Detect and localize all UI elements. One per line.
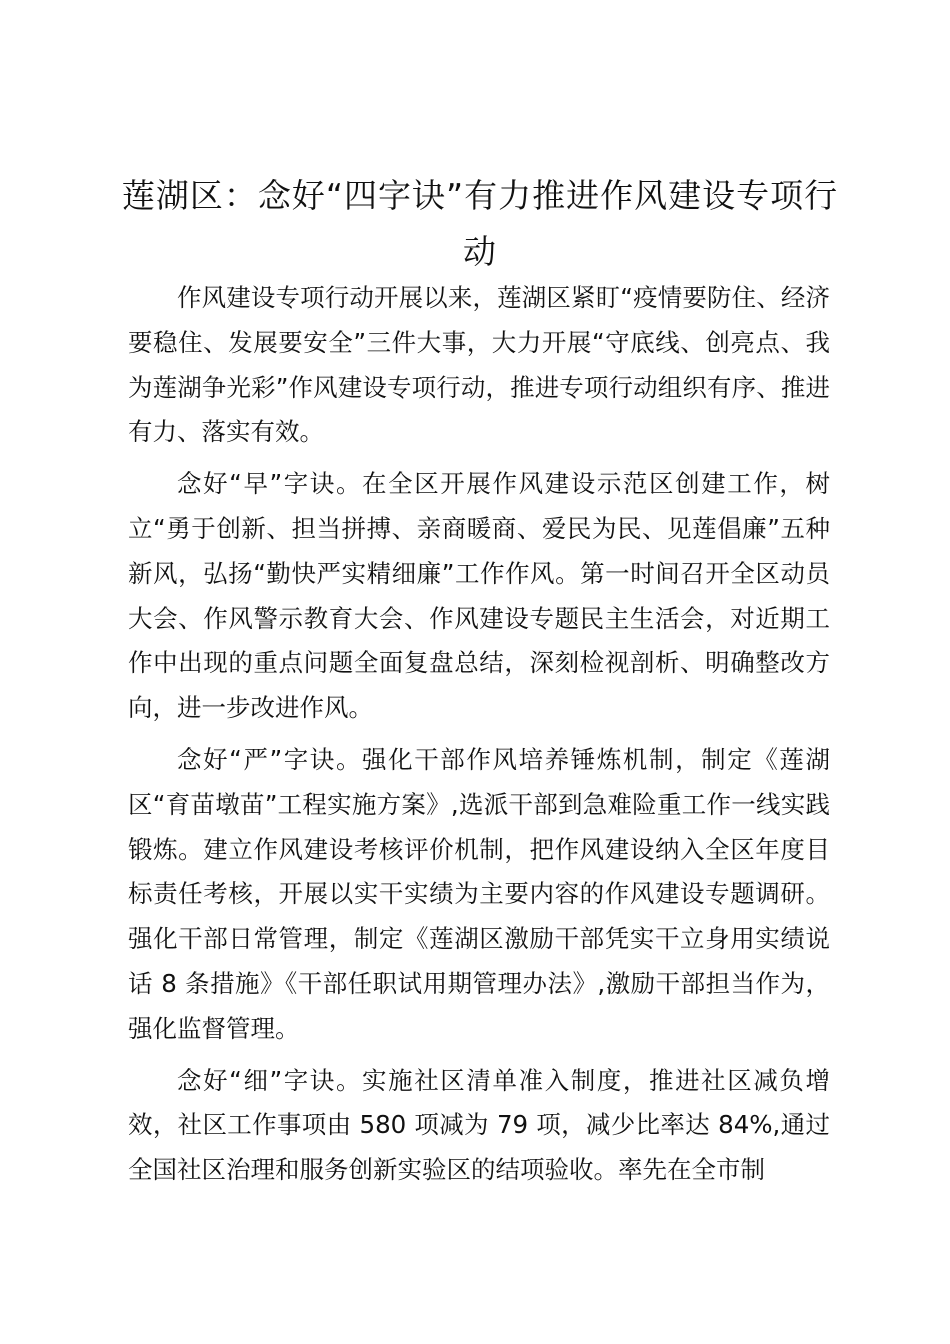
paragraph-early: 念好“早”字诀。在全区开展作风建设示范区创建工作，树立“勇于创新、担当拼搏、亲商暖商、爱民为民、见莲倡廉”五种新风，弘扬“勤快严实精细廉”工作作风。第一时间召开全区动员大会、作风警示教育大会、作风建设专题民主生活会，对近期工作中出现的重点问题全面复盘总结，深刻检视剖析、明确整改方向，进一步改进作风。 — [128, 469, 830, 723]
paragraph-intro: 作风建设专项行动开展以来，莲湖区紧盯“疫情要防住、经济要稳住、发展要安全”三件大事，大力开展“守底线、创亮点、我为莲湖争光彩”作风建设专项行动，推进专项行动组织有序、推进有力、落实有效。 — [128, 283, 830, 447]
paragraph-strict: 念好“严”字诀。强化干部作风培养锤炼机制，制定《莲湖区“育苗墩苗”工程实施方案》,选派干部到急难险重工作一线实践锻炼。建立作风建设考核评价机制，把作风建设纳入全区年度目标责任考核，开展以实干实绩为主要内容的作风建设专题调研。强化干部日常管理，制定《莲湖区激励干部凭实干立身用实绩说话 8 条措施》《干部任职试用期管理办法》,激励干部担当作为，强化监督管理。 — [128, 744, 830, 1043]
document-body — [128, 276, 830, 1200]
document-title: 莲湖区：念好“四字诀”有力推进作风建设专项行动 — [121, 176, 839, 271]
paragraph-detail: 念好“细”字诀。实施社区清单准入制度，推进社区减负增效，社区工作事项由 580 项减为 79 项，减少比率达 84%,通过全国社区治理和服务创新实验区的结项验收。率先在全市制 — [128, 1065, 830, 1185]
